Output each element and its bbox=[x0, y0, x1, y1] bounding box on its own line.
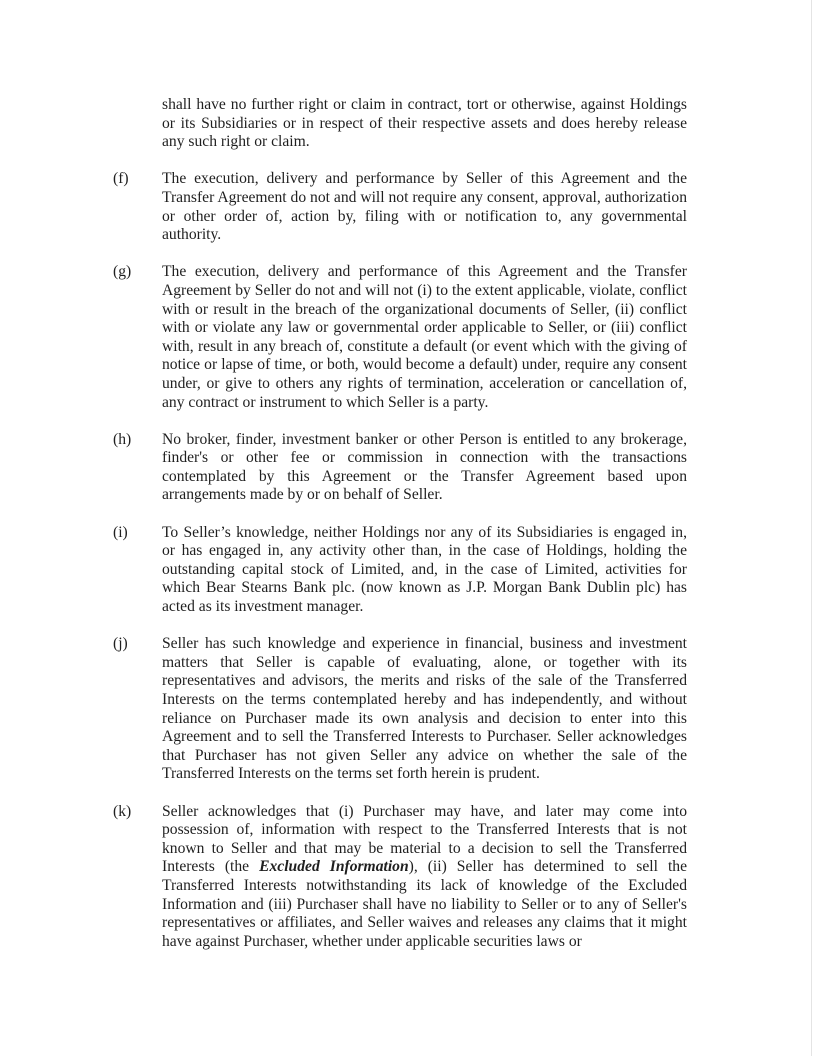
paragraph-text bbox=[162, 803, 687, 952]
document-body bbox=[113, 96, 689, 970]
paragraph-text: The execution, delivery and performance of this Agreement and the Transfer Agreement by Seller do not and will not (i) to the extent applicable, violate, conflict with or result in the breach of the organizational documents of Seller, (ii) conflict with or violate any law or governmental order applicable to Seller, or (iii) conflict with, result in any breach of, constitute a default (or event which with the giving of notice or lapse of time, or both, would become a default) under, require any consent under, or give to others any rights of termination, acceleration or cancellation of, any contract or instrument to which Seller is a party. bbox=[162, 263, 687, 411]
paragraph-label: (f) bbox=[113, 170, 129, 188]
defined-term: Excluded Information bbox=[259, 858, 409, 876]
paragraph-g bbox=[113, 263, 689, 412]
paragraph-label: (h) bbox=[113, 430, 132, 448]
paragraph-label: (i) bbox=[113, 523, 128, 541]
paragraph-i bbox=[113, 524, 689, 617]
paragraph-k bbox=[113, 803, 689, 952]
paragraph-label: (j) bbox=[113, 635, 128, 653]
continued-paragraph bbox=[113, 96, 689, 152]
paragraph-text: shall have no further right or claim in contract, tort or otherwise, against Holdings or its Subsidiaries or in respect of their respective assets and does hereby release any such right or claim. bbox=[162, 96, 687, 151]
paragraph-text: No broker, finder, investment banker or other Person is entitled to any brokerage, finder's or other fee or commission in connection with the transactions contemplated by this Agreement or the Transfer Agreement based upon arrangements made by or on behalf of Seller. bbox=[162, 430, 687, 504]
paragraph-text: The execution, delivery and performance by Seller of this Agreement and the Transfer Agreement do not and will not require any consent, approval, authorization or other order of, action by, filing with or notification to, any governmental authority. bbox=[162, 170, 687, 244]
paragraph-h bbox=[113, 431, 689, 505]
scan-edge-line bbox=[811, 0, 812, 1056]
paragraph-text: To Seller’s knowledge, neither Holdings nor any of its Subsidiaries is engaged in, or has engaged in, any activity other than, in the case of Holdings, holding the outstanding capital stock of Limited, and, in the case of Limited, activities for which Bear Stearns Bank plc. (now known as J.P. Morgan Bank Dublin plc) has acted as its investment manager. bbox=[162, 523, 687, 616]
paragraph-label: (g) bbox=[113, 263, 132, 281]
paragraph-label: (k) bbox=[113, 802, 132, 820]
paragraph-j bbox=[113, 635, 689, 784]
paragraph-text: Seller has such knowledge and experience in financial, business and investment matters that Seller is capable of evaluating, alone, or together with its representatives and advisors, the merits and risks of the sale of the Transferred Interests on the terms contemplated hereby and has independently, and without reliance on Purchaser made its own analysis and decision to enter into this Agreement and to sell the Transferred Interests to Purchaser. Seller acknowledges that Purchaser has not given Seller any advice on whether the sale of the Transferred Interests on the terms set forth herein is prudent. bbox=[162, 635, 687, 783]
paragraph-f bbox=[113, 170, 689, 244]
paragraph-text-after: ), (ii) Seller has determined to sell the Transferred Interests notwithstanding its lack of knowledge of the Excluded Information and (iii) Purchaser shall have no liability to Seller or to any of Seller's representatives or affiliates, and Seller waives and releases any claims that it might have against Purchaser, whether under applicable securities laws or bbox=[162, 858, 687, 950]
paragraph-text-before: Seller acknowledges that (i) Purchaser may have, and later may come into possession of, information with respect to the Transferred Interests that is not known to Seller and that may be material to a decision to sell the Transferred Interests (the bbox=[162, 802, 687, 876]
